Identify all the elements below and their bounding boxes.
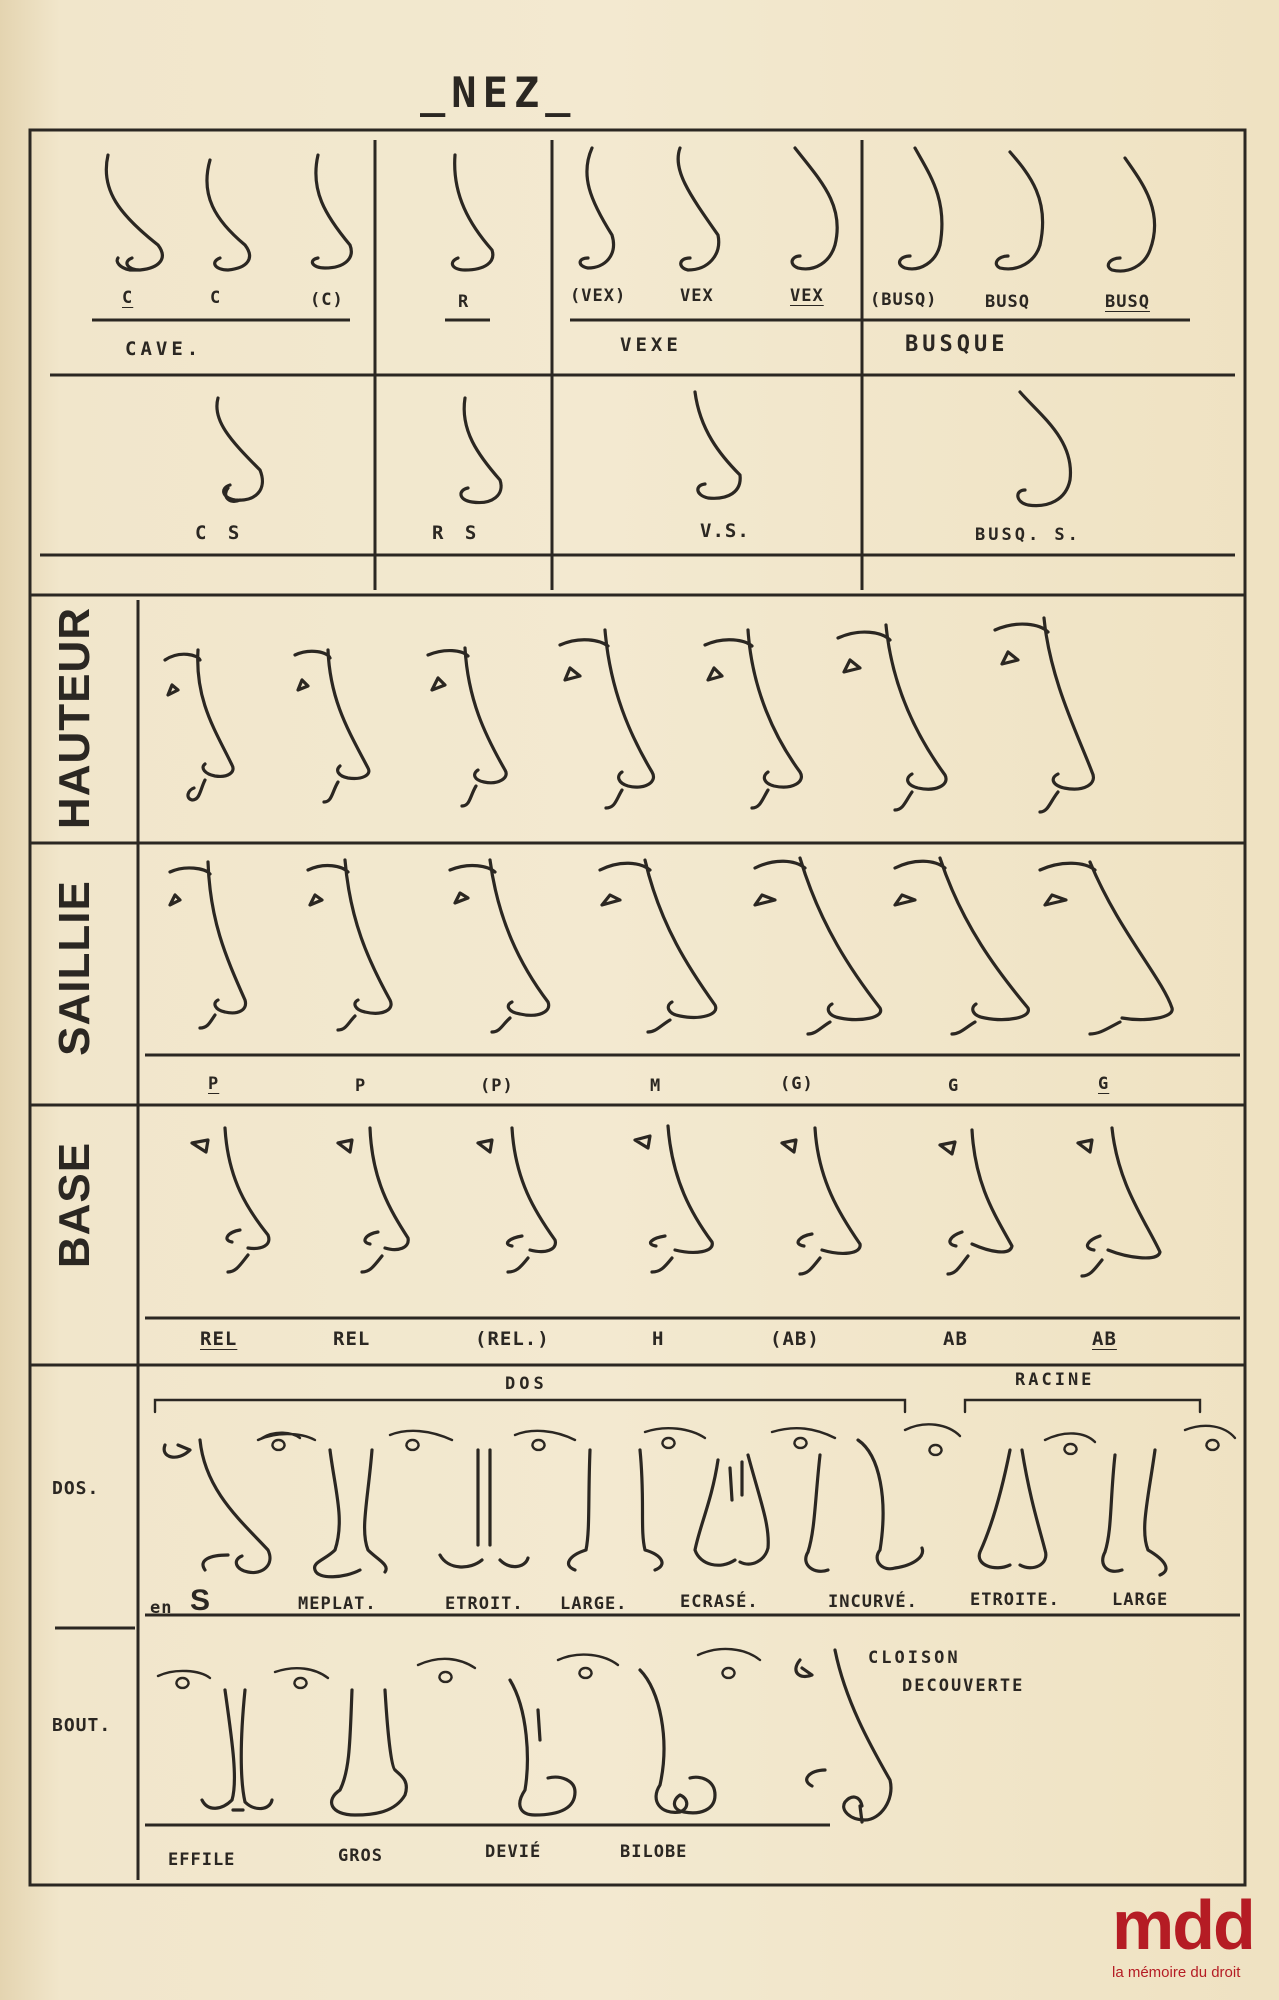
saillie-label-5: (G) — [780, 1074, 814, 1094]
logo-mark: mdd — [1112, 1886, 1254, 1964]
logo-tagline: la mémoire du droit — [1112, 1964, 1241, 1981]
label-busq-2: BUSQ — [985, 292, 1030, 312]
base-label-6: AB — [943, 1328, 968, 1350]
nose-busqs — [1018, 392, 1071, 506]
dos-label-etroit: ETROIT. — [445, 1594, 524, 1614]
nose-busq-3 — [1108, 158, 1154, 271]
label-cs: C S — [195, 522, 245, 544]
bracket-racine — [965, 1400, 1200, 1412]
label-vs: V.S. — [700, 520, 750, 542]
base-label-3: (REL.) — [475, 1328, 550, 1350]
nose-vs — [695, 392, 740, 498]
base-label-7: AB — [1092, 1328, 1117, 1350]
bout-label-decouverte: DECOUVERTE — [902, 1676, 1025, 1696]
group-busque: BUSQUE — [905, 332, 1009, 357]
base-label-5: (AB) — [770, 1328, 820, 1350]
label-c-2: C — [210, 288, 222, 308]
nose-busq-1 — [900, 148, 942, 269]
nose-vexe-3 — [792, 148, 837, 269]
nose-busq-2 — [996, 152, 1042, 269]
dos-label-large-racine: LARGE — [1112, 1590, 1169, 1610]
label-busqs: BUSQ. S. — [975, 525, 1081, 545]
row-title-dos: DOS. — [52, 1478, 100, 1499]
row-title-hauteur: HAUTEUR — [50, 606, 99, 830]
nose-r — [452, 155, 492, 270]
profile-noses — [106, 148, 1154, 271]
saillie-label-1: P — [208, 1074, 220, 1094]
dos-label-ecrase: ECRASÉ. — [680, 1592, 759, 1612]
bracket-label-dos: DOS — [505, 1374, 548, 1394]
group-cave: CAVE. — [125, 338, 203, 360]
dos-label-etroite: ETROITE. — [970, 1590, 1060, 1610]
label-r: R — [458, 292, 470, 312]
label-vex-1: (VEX) — [570, 286, 627, 306]
label-vex-3: VEX — [790, 286, 824, 306]
label-c-3: (C) — [310, 290, 344, 310]
dos-label-meplat: MEPLAT. — [298, 1594, 377, 1614]
saillie-label-2: P — [355, 1076, 367, 1096]
bout-label-bilobe: BILOBE — [620, 1842, 688, 1862]
saillie-label-7: G — [1098, 1074, 1110, 1094]
bout-label-effile: EFFILE — [168, 1850, 236, 1870]
dos-label-en: en — [150, 1598, 173, 1618]
base-label-1: REL — [200, 1328, 238, 1350]
dos-label-large: LARGE. — [560, 1594, 628, 1614]
bracket-label-racine: RACINE — [1015, 1370, 1095, 1390]
nose-cave-3 — [312, 155, 351, 268]
row-title-base: BASE — [50, 1141, 99, 1269]
dos-label-incurve: INCURVÉ. — [828, 1592, 918, 1612]
row-title-bout: BOUT. — [52, 1715, 112, 1736]
label-vex-2: VEX — [680, 286, 714, 306]
nose-vexe-1 — [580, 148, 613, 268]
page-title: _NEZ_ — [420, 68, 577, 117]
saillie-label-3: (P) — [480, 1076, 514, 1096]
nose-cs — [217, 398, 263, 501]
sinuous-noses — [217, 392, 1071, 506]
base-label-2: REL — [333, 1328, 371, 1350]
nose-rs — [461, 398, 501, 503]
bout-label-cloison: CLOISON — [868, 1648, 961, 1668]
saillie-label-6: G — [948, 1076, 960, 1096]
base-faces — [192, 1126, 1160, 1276]
label-rs: R S — [432, 522, 482, 544]
hauteur-faces — [165, 618, 1093, 812]
bout-label-devie: DEVIÉ — [485, 1842, 542, 1862]
bout-label-gros: GROS — [338, 1846, 383, 1866]
dos-faces — [164, 1424, 1235, 1576]
group-vexe: VEXE — [620, 334, 682, 356]
label-c-1: C — [122, 288, 134, 308]
label-busq-1: (BUSQ) — [870, 290, 938, 310]
dos-label-s: S — [190, 1584, 212, 1617]
bracket-dos — [155, 1400, 905, 1412]
base-label-4: H — [652, 1328, 665, 1350]
outer-frame — [30, 130, 1245, 1885]
bout-faces — [158, 1649, 891, 1822]
row-title-saillie: SAILLIE — [50, 880, 99, 1056]
nose-vexe-2 — [678, 148, 719, 270]
label-busq-3: BUSQ — [1105, 292, 1150, 312]
nose-cave-2 — [207, 160, 250, 270]
nose-cave-1 — [106, 155, 162, 270]
saillie-faces — [170, 858, 1172, 1034]
mdd-logo — [1112, 1886, 1272, 1995]
saillie-label-4: M — [650, 1076, 662, 1096]
